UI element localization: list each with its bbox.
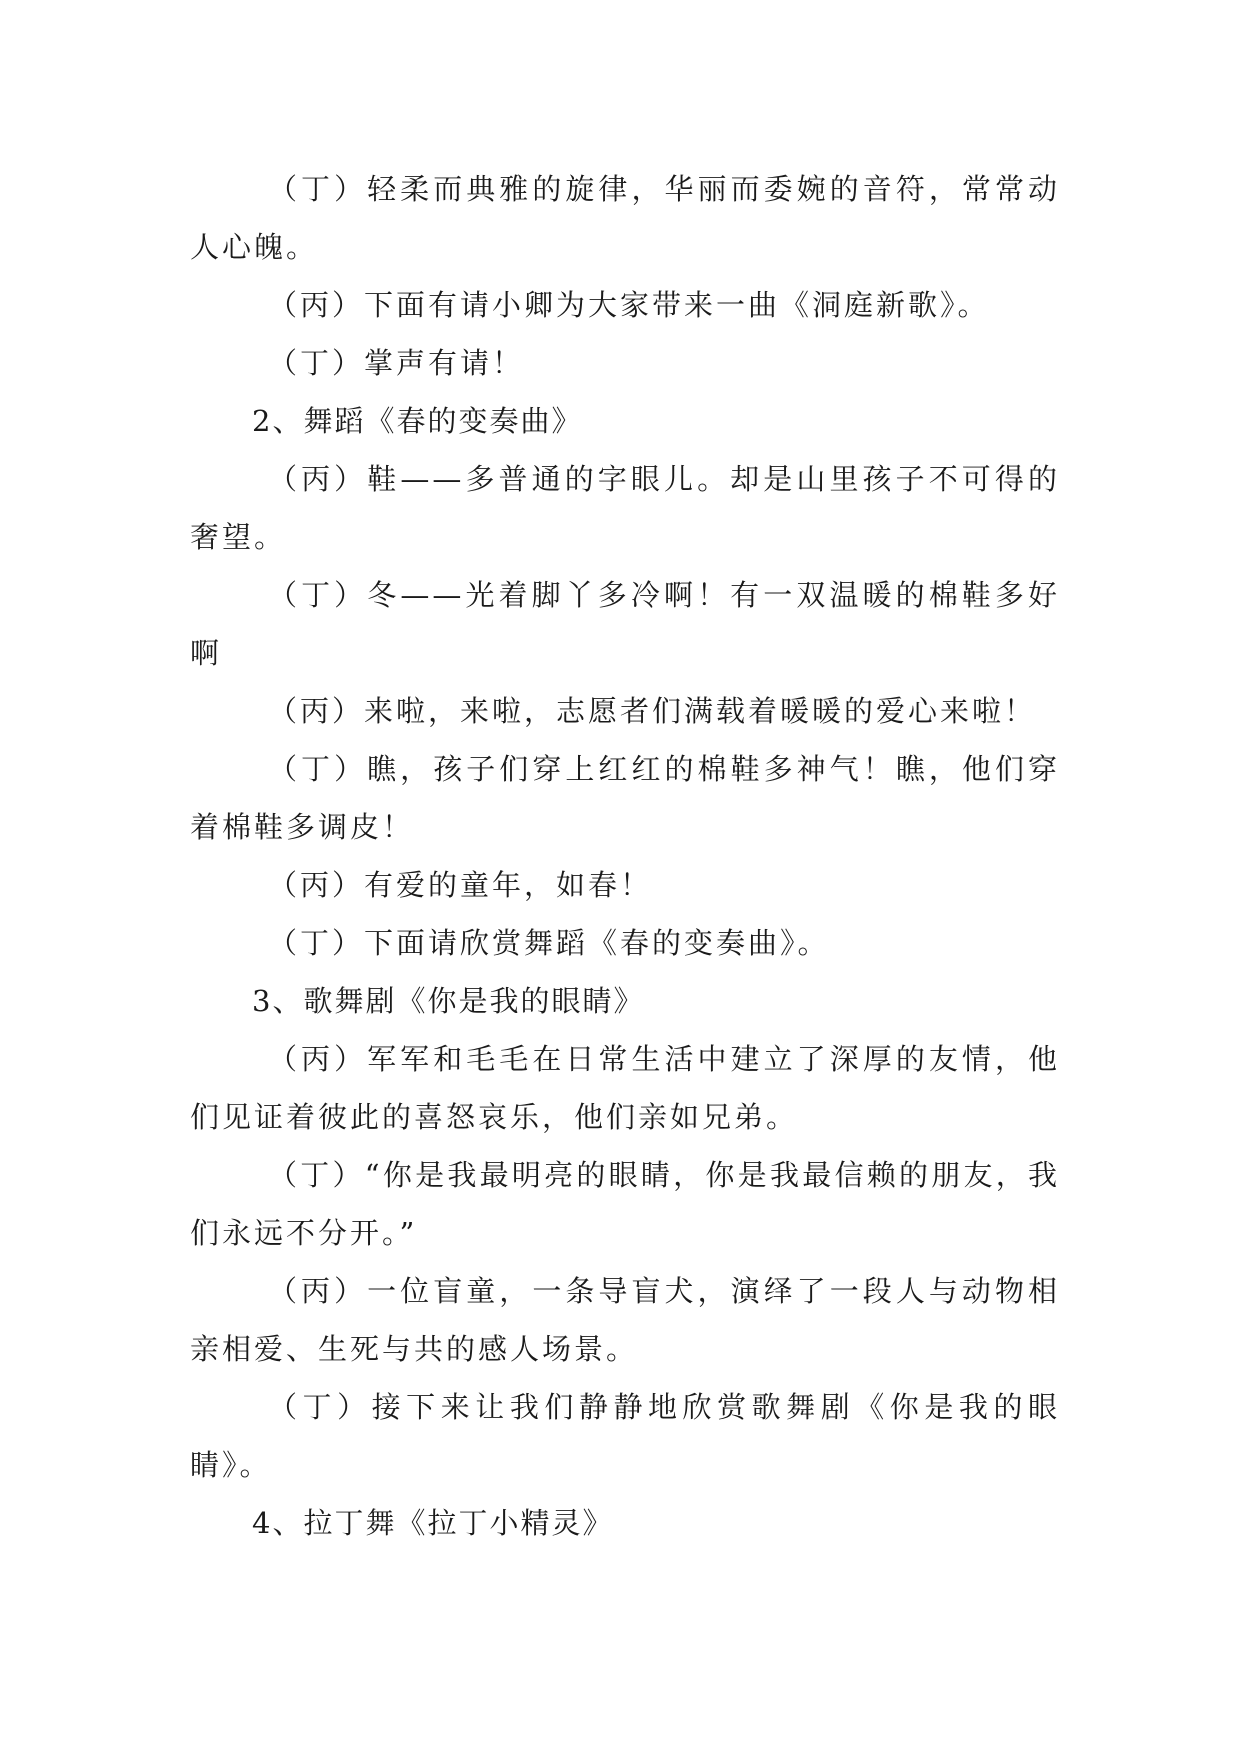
dialogue-paragraph: （丁）冬——光着脚丫多冷啊！有一双温暖的棉鞋多好啊 [190,578,1060,670]
dialogue-paragraph: （丁）掌声有请！ [268,346,525,380]
dialogue-paragraph: （丙）有爱的童年，如春！ [268,868,653,902]
dialogue-paragraph: （丁）轻柔而典雅的旋律，华丽而委婉的音符，常常动人心魄。 [190,172,1060,264]
section-heading: 2、舞蹈《春的变奏曲》 [252,404,583,438]
dialogue-paragraph: （丙）军军和毛毛在日常生活中建立了深厚的友情，他们见证着彼此的喜怒哀乐，他们亲如兄弟。 [190,1042,1060,1134]
dialogue-paragraph: （丙）鞋——多普通的字眼儿。却是山里孩子不可得的奢望。 [190,462,1060,554]
dialogue-paragraph: （丙）下面有请小卿为大家带来一曲《洞庭新歌》。 [268,288,990,322]
section-heading: 3、歌舞剧《你是我的眼睛》 [252,984,645,1018]
document-body [190,160,1060,1552]
dialogue-paragraph: （丙）来啦，来啦，志愿者们满载着暖暖的爱心来啦！ [268,694,1037,728]
section-heading: 4、拉丁舞《拉丁小精灵》 [252,1506,614,1540]
dialogue-paragraph: （丁）“你是我最明亮的眼睛，你是我最信赖的朋友，我们永远不分开。” [190,1158,1060,1250]
dialogue-paragraph: （丁）瞧，孩子们穿上红红的棉鞋多神气！瞧，他们穿着棉鞋多调皮！ [190,752,1060,844]
dialogue-paragraph: （丁）下面请欣赏舞蹈《春的变奏曲》。 [268,926,830,960]
dialogue-paragraph: （丙）一位盲童，一条导盲犬，演绎了一段人与动物相亲相爱、生死与共的感人场景。 [190,1274,1060,1366]
dialogue-paragraph: （丁）接下来让我们静静地欣赏歌舞剧《你是我的眼睛》。 [190,1390,1060,1482]
